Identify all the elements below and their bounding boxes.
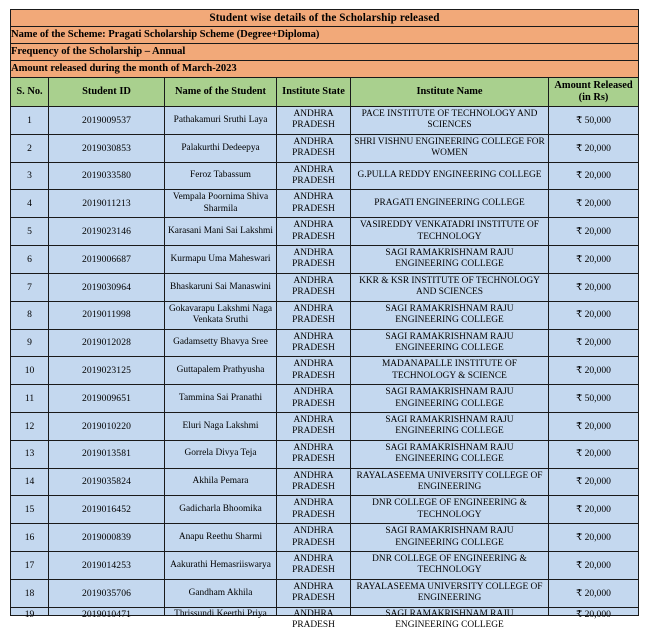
table-row [11,357,639,385]
cell-sno: 6 [11,246,49,274]
table-row [11,496,639,524]
cell-student-id: 2019011213 [49,190,165,218]
cell-institute-state: ANDHRA PRADESH [277,107,351,135]
cell-institute-name: SAGI RAMAKRISHNAM RAJU ENGINEERING COLLEGE [351,524,549,552]
frequency-text: Frequency of the Scholarship – Annual [11,44,639,61]
cell-institute-state: ANDHRA PRADESH [277,273,351,301]
cell-sno: 3 [11,162,49,190]
cell-institute-name: SAGI RAMAKRISHNAM RAJU ENGINEERING COLLEGE [351,246,549,274]
cell-student-id: 2019035706 [49,579,165,607]
cell-amount-released: ₹ 20,000 [549,524,639,552]
cell-sno: 1 [11,107,49,135]
cell-student-id: 2019011998 [49,301,165,329]
cell-institute-state: ANDHRA PRADESH [277,385,351,413]
cell-student-name: Vempala Poornima Shiva Sharmila [165,190,277,218]
cell-student-id: 2019010220 [49,412,165,440]
cell-sno: 4 [11,190,49,218]
cell-sno: 11 [11,385,49,413]
cell-institute-state: ANDHRA PRADESH [277,246,351,274]
table-row [11,107,639,135]
cell-institute-name: DNR COLLEGE OF ENGINEERING & TECHNOLOGY [351,552,549,580]
table-row [11,301,639,329]
cell-sno: 14 [11,468,49,496]
cell-institute-state: ANDHRA PRADESH [277,579,351,607]
cell-institute-name: VASIREDDY VENKATADRI INSTITUTE OF TECHNOLOGY [351,218,549,246]
amount-period-row [11,61,639,78]
cell-institute-state: ANDHRA PRADESH [277,412,351,440]
cell-sno: 2 [11,134,49,162]
cell-institute-state: ANDHRA PRADESH [277,440,351,468]
cell-student-id: 2019035824 [49,468,165,496]
cell-student-name: Gokavarapu Lakshmi Naga Venkata Sruthi [165,301,277,329]
cell-student-id: 2019010471 [49,607,165,615]
cell-institute-name: MADANAPALLE INSTITUTE OF TECHNOLOGY & SCIENCE [351,357,549,385]
cell-student-name: Karasani Mani Sai Lakshmi [165,218,277,246]
table-row [11,190,639,218]
cell-student-name: Aakurathi Hemasriiswarya [165,552,277,580]
table-row [11,440,639,468]
cell-student-name: Pathakamuri Sruthi Laya [165,107,277,135]
cell-amount-released: ₹ 20,000 [549,496,639,524]
table-row [11,134,639,162]
cell-amount-released: ₹ 20,000 [549,162,639,190]
cell-institute-state: ANDHRA PRADESH [277,162,351,190]
cell-institute-state: ANDHRA PRADESH [277,329,351,357]
table-row [11,607,639,615]
cell-student-id: 2019014253 [49,552,165,580]
cell-student-id: 2019000839 [49,524,165,552]
cell-institute-state: ANDHRA PRADESH [277,468,351,496]
cell-student-name: Gadamsetty Bhavya Sree [165,329,277,357]
cell-student-name: Gorrela Divya Teja [165,440,277,468]
scheme-name-row [11,27,639,44]
cell-amount-released: ₹ 20,000 [549,246,639,274]
cell-sno: 17 [11,552,49,580]
cell-student-name: Tammina Sai Pranathi [165,385,277,413]
cell-institute-state: ANDHRA PRADESH [277,218,351,246]
column-header-row [11,78,639,107]
cell-amount-released: ₹ 20,000 [549,273,639,301]
cell-student-name: Guttapalem Prathyusha [165,357,277,385]
cell-student-name: Feroz Tabassum [165,162,277,190]
cell-sno: 12 [11,412,49,440]
cell-sno: 18 [11,579,49,607]
cell-sno: 5 [11,218,49,246]
column-header-institute-name: Institute Name [351,78,549,107]
cell-institute-name: SAGI RAMAKRISHNAM RAJU ENGINEERING COLLEGE [351,440,549,468]
table-row [11,579,639,607]
cell-institute-name: PRAGATI ENGINEERING COLLEGE [351,190,549,218]
cell-institute-name: RAYALASEEMA UNIVERSITY COLLEGE OF ENGINEERING [351,468,549,496]
column-header-amount-released [549,78,639,107]
cell-institute-state: ANDHRA PRADESH [277,496,351,524]
cell-institute-name: G.PULLA REDDY ENGINEERING COLLEGE [351,162,549,190]
cell-student-name: Akhila Pemara [165,468,277,496]
cell-student-id: 2019023125 [49,357,165,385]
table-row [11,552,639,580]
cell-amount-released: ₹ 20,000 [549,357,639,385]
table-body [11,10,639,631]
cell-amount-released: ₹ 50,000 [549,385,639,413]
column-header-institute-state: Institute State [277,78,351,107]
cell-student-id: 2019016452 [49,496,165,524]
table-row [11,246,639,274]
cell-institute-state: ANDHRA PRADESH [277,357,351,385]
column-header-student-id: Student ID [49,78,165,107]
cell-sno: 16 [11,524,49,552]
cell-student-id: 2019009537 [49,107,165,135]
cell-sno: 15 [11,496,49,524]
table-row [11,273,639,301]
table-row [11,385,639,413]
cell-institute-state: ANDHRA PRADESH [277,524,351,552]
cell-student-id: 2019013581 [49,440,165,468]
table-row [11,412,639,440]
cell-student-id: 2019033580 [49,162,165,190]
cell-amount-released: ₹ 20,000 [549,190,639,218]
cell-institute-name: SAGI RAMAKRISHNAM RAJU ENGINEERING COLLEGE [351,329,549,357]
table-row [11,468,639,496]
cell-amount-released: ₹ 20,000 [549,552,639,580]
cell-institute-name: KKR & KSR INSTITUTE OF TECHNOLOGY AND SCIENCES [351,273,549,301]
cell-amount-released: ₹ 50,000 [549,107,639,135]
column-header-student-name: Name of the Student [165,78,277,107]
cell-institute-state: ANDHRA PRADESH [277,552,351,580]
table-row [11,329,639,357]
cell-student-id: 2019009651 [49,385,165,413]
cell-sno: 7 [11,273,49,301]
amount-header-line2: (in Rs) [578,92,609,103]
cell-student-id: 2019030964 [49,273,165,301]
cell-institute-state: ANDHRA PRADESH [277,607,351,615]
cell-student-name: Gadicharla Bhoomika [165,496,277,524]
column-header-sno: S. No. [11,78,49,107]
table-row [11,162,639,190]
cell-sno: 8 [11,301,49,329]
amount-period-text: Amount released during the month of March-2023 [11,61,639,78]
cell-student-name: Kurmapu Uma Maheswari [165,246,277,274]
cell-amount-released: ₹ 20,000 [549,218,639,246]
cell-institute-state: ANDHRA PRADESH [277,301,351,329]
cell-amount-released: ₹ 20,000 [549,329,639,357]
table-title-row [11,10,639,27]
cell-institute-state: ANDHRA PRADESH [277,190,351,218]
cell-sno: 10 [11,357,49,385]
cell-amount-released: ₹ 20,000 [549,468,639,496]
cell-institute-name: SAGI RAMAKRISHNAM RAJU ENGINEERING COLLEGE [351,412,549,440]
cell-institute-name: DNR COLLEGE OF ENGINEERING & TECHNOLOGY [351,496,549,524]
cell-student-id: 2019006687 [49,246,165,274]
cell-student-name: Gandham Akhila [165,579,277,607]
scheme-name-text: Name of the Scheme: Pragati Scholarship Scheme (Degree+Diploma) [11,27,639,44]
cell-institute-name: PACE INSTITUTE OF TECHNOLOGY AND SCIENCES [351,107,549,135]
cell-amount-released: ₹ 20,000 [549,412,639,440]
cell-student-name: Palakurthi Dedeepya [165,134,277,162]
amount-header-line1: Amount Released [554,80,633,91]
cell-student-id: 2019023146 [49,218,165,246]
cell-sno: 13 [11,440,49,468]
cell-institute-name: SAGI RAMAKRISHNAM RAJU ENGINEERING COLLEGE [351,385,549,413]
cell-institute-name: RAYALASEEMA UNIVERSITY COLLEGE OF ENGINEERING [351,579,549,607]
cell-institute-name: SAGI RAMAKRISHNAM RAJU ENGINEERING COLLEGE [351,607,549,615]
cell-sno: 9 [11,329,49,357]
cell-institute-name: SAGI RAMAKRISHNAM RAJU ENGINEERING COLLEGE [351,301,549,329]
frequency-row [11,44,639,61]
cell-student-id: 2019030853 [49,134,165,162]
cell-amount-released: ₹ 20,000 [549,607,639,615]
cell-sno: 19 [11,607,49,615]
cell-institute-name: SHRI VISHNU ENGINEERING COLLEGE FOR WOMEN [351,134,549,162]
cell-student-id: 2019012028 [49,329,165,357]
scholarship-details-table [10,9,639,631]
cell-institute-state: ANDHRA PRADESH [277,134,351,162]
cell-student-name: Anapu Reethu Sharmi [165,524,277,552]
cell-student-name: Thrissundi Keerthi Priya [165,607,277,615]
cell-student-name: Bhaskaruni Sai Manaswini [165,273,277,301]
cell-amount-released: ₹ 20,000 [549,134,639,162]
table-title: Student wise details of the Scholarship released [11,10,639,27]
table-row [11,524,639,552]
cell-amount-released: ₹ 20,000 [549,301,639,329]
cell-amount-released: ₹ 20,000 [549,440,639,468]
table-row [11,218,639,246]
cell-student-name: Eluri Naga Lakshmi [165,412,277,440]
cell-amount-released: ₹ 20,000 [549,579,639,607]
